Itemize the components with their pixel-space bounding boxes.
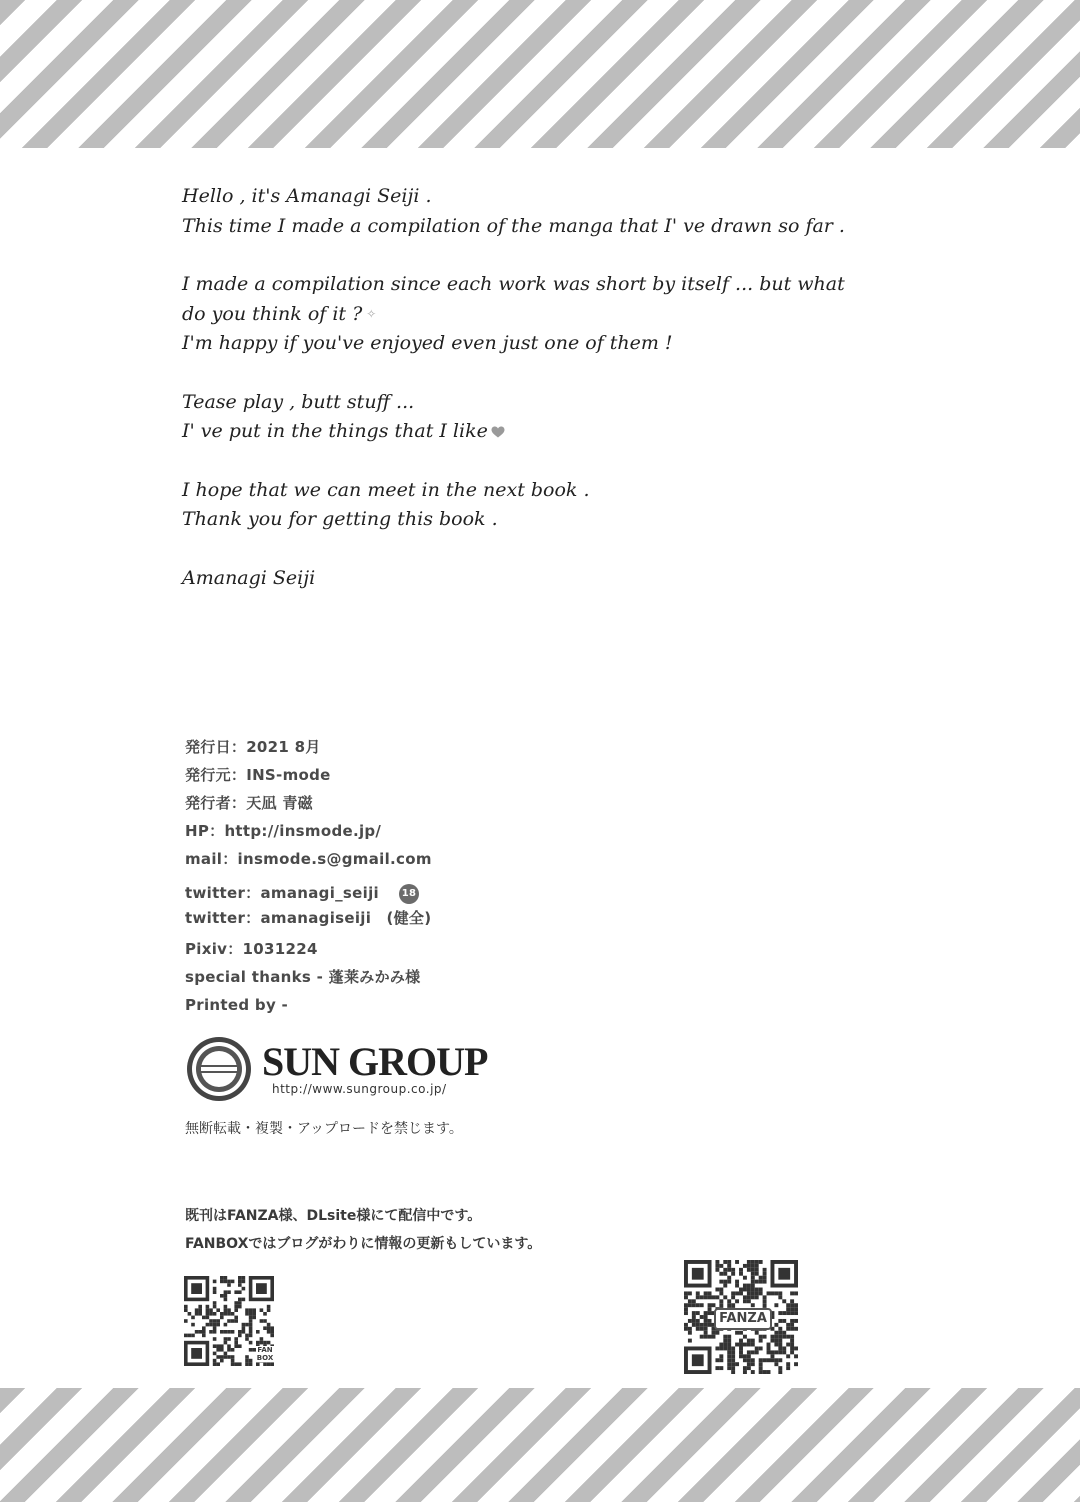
copyright-notice: 無断転載・複製・アップロードを禁じます。 [185, 1121, 463, 1137]
fanza-qr-label: FANZA [714, 1308, 772, 1330]
issuer: 発行者：天凪 青磁 [185, 794, 313, 812]
fanza-qr-code[interactable] [684, 1260, 798, 1374]
letter-line: I hope that we can meet in the next book . [182, 478, 590, 501]
distribution-line: FANBOXではブログがわりに情報の更新もしています。 [185, 1236, 542, 1252]
letter-line-text: do you think of it ? [182, 302, 363, 325]
letter-line-with-heart [182, 417, 822, 447]
letter-line: I'm happy if you've enjoyed even just one of them ! [182, 332, 673, 355]
letter-line: Hello , it's Amanagi Seiji . [182, 185, 432, 207]
printer-url[interactable]: http://www.sungroup.co.jp/ [272, 1082, 447, 1096]
heart-icon [491, 426, 505, 438]
pixiv-id: Pixiv：1031224 [185, 940, 318, 958]
fanbox-qr-label: FAN BOX [256, 1346, 274, 1362]
publisher: 発行元：INS-mode [185, 766, 331, 784]
mail-link[interactable]: mail：insmode.s@gmail.com [185, 850, 432, 868]
special-thanks: special thanks - 蓬莱みかみ様 [185, 968, 421, 986]
distribution-info [185, 1202, 541, 1258]
top-stripe-band [0, 0, 1080, 148]
age-18-badge-icon: 18 [399, 884, 419, 904]
letter-line: I made a compilation since each work was short by itself ... but what [182, 273, 845, 295]
letter-line: Thank you for getting this book . [182, 508, 498, 531]
twitter-adult-row [185, 881, 432, 906]
colophon [185, 735, 432, 1021]
sparkle-icon: ✧ [366, 306, 377, 321]
author-letter [182, 182, 845, 593]
letter-line: Tease play , butt stuff ... [182, 390, 415, 413]
printer-name: SUN GROUP [262, 1039, 488, 1084]
letter-line-text: I' ve put in the things that I like [182, 420, 488, 443]
fanbox-qr-code[interactable] [184, 1276, 274, 1366]
printed-by: Printed by - [185, 996, 289, 1014]
publish-date: 発行日：2021 8月 [185, 738, 321, 756]
letter-line-with-sparkle [182, 300, 822, 330]
letter-line: This time I made a compilation of the manga that I' ve drawn so far . [182, 214, 845, 237]
twitter-general-link[interactable]: twitter：amanagiseiji (健全) [185, 909, 432, 927]
bottom-stripe-band [0, 1388, 1080, 1502]
homepage-link[interactable]: HP：http://insmode.jp/ [185, 822, 382, 840]
twitter-adult-link[interactable]: twitter：amanagi_seiji [185, 884, 379, 902]
distribution-line: 既刊はFANZA様、DLsite様にて配信中です。 [185, 1208, 482, 1224]
letter-signature: Amanagi Seiji [182, 566, 316, 589]
